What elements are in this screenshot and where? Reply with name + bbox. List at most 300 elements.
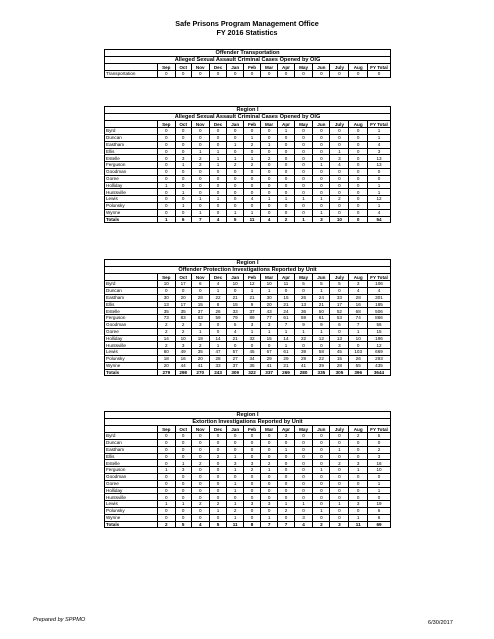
table-cell: 0	[278, 182, 295, 189]
unit-name: Lewis	[105, 501, 158, 508]
table-cell: 0	[349, 71, 368, 78]
table-cell: 0	[209, 494, 227, 501]
month-column-header: Feb	[243, 64, 260, 71]
table-cell: 3	[330, 342, 349, 349]
table-cell: 1	[175, 202, 191, 209]
table-cell: 18	[158, 355, 176, 362]
table-cell: 1	[243, 209, 260, 216]
table-cell: 2	[191, 162, 209, 169]
table-cell: 0	[294, 168, 313, 175]
table-cell: 7	[349, 321, 368, 328]
table-cell: 2	[278, 507, 295, 514]
table-cell: 0	[330, 182, 349, 189]
table-cell: 2	[175, 328, 191, 335]
table-cell: 3	[278, 433, 295, 440]
table-cell: 0	[278, 288, 295, 295]
page-subtitle: FY 2016 Statistics	[216, 28, 278, 37]
table-cell: 1	[349, 514, 368, 521]
month-column-header: Feb	[243, 274, 260, 281]
table-cell: 17	[175, 301, 191, 308]
table-cell: 49	[175, 349, 191, 356]
unit-name: Eastham	[105, 446, 158, 453]
table-cell: 1	[368, 487, 391, 494]
table-cell: 0	[175, 209, 191, 216]
table-cell: 0	[191, 189, 209, 196]
table-cell: 0	[349, 473, 368, 480]
table-cell: 0	[261, 162, 278, 169]
unit-name: Ferguson	[105, 162, 158, 169]
table-cell: 0	[313, 168, 330, 175]
table-cell: 0	[158, 189, 176, 196]
unit-column-header	[105, 64, 158, 71]
table-cell: 0	[175, 433, 191, 440]
unit-name: Byrd	[105, 281, 158, 288]
table-cell: 61	[278, 349, 295, 356]
table-cell: 10	[261, 281, 278, 288]
table-cell: 0	[243, 440, 260, 447]
table-cell: 1	[368, 135, 391, 142]
table-cell: 0	[278, 175, 295, 182]
table-cell: 0	[368, 168, 391, 175]
table-cell: 0	[261, 494, 278, 501]
table-cell: 15	[191, 301, 209, 308]
unit-name: Duncan	[105, 440, 158, 447]
unit-column-header	[105, 426, 158, 433]
table-cell: 0	[191, 473, 209, 480]
table-cell: 83	[175, 315, 191, 322]
table-cell: 34	[243, 355, 260, 362]
table-cell: 37	[191, 308, 209, 315]
table-cell: 0	[313, 440, 330, 447]
table-cell: 0	[261, 148, 278, 155]
table-cell: 33	[330, 294, 349, 301]
table-cell: 0	[313, 155, 330, 162]
table-cell: 2	[191, 342, 209, 349]
month-column-header: Jan	[227, 121, 244, 128]
table-cell: 0	[191, 433, 209, 440]
table-cell: 13	[294, 301, 313, 308]
table-cell: 0	[294, 135, 313, 142]
table-cell: 0	[209, 135, 227, 142]
unit-name: Wynne	[105, 209, 158, 216]
table-cell: 1	[313, 196, 330, 203]
unit-name: Holliday	[105, 335, 158, 342]
table-cell: 7	[191, 216, 209, 223]
table-cell: 8	[209, 301, 227, 308]
table-cell: 0	[278, 189, 295, 196]
table-cell: 21	[278, 362, 295, 369]
table-row	[105, 467, 391, 474]
table-cell: 0	[313, 460, 330, 467]
table-cell: 0	[278, 494, 295, 501]
table-cell: 5	[313, 281, 330, 288]
table-cell: 0	[330, 168, 349, 175]
table-cell: 0	[368, 440, 391, 447]
table-cell: 0	[294, 182, 313, 189]
table-cell: 0	[278, 480, 295, 487]
table-cell: 0	[209, 467, 227, 474]
table-cell: 0	[209, 433, 227, 440]
month-column-header: Apr	[278, 64, 295, 71]
table-cell: 1	[313, 467, 330, 474]
table-cell: 0	[330, 494, 349, 501]
table-cell: 0	[175, 446, 191, 453]
table-cell: 11	[227, 521, 244, 528]
table-cell: 44	[175, 362, 191, 369]
table-cell: 337	[261, 369, 278, 376]
table-cell: 0	[261, 168, 278, 175]
table-cell: 1	[175, 189, 191, 196]
table-cell: 0	[158, 480, 176, 487]
table-cell: 0	[209, 141, 227, 148]
table-cell: 1	[243, 328, 260, 335]
table-cell: 0	[349, 155, 368, 162]
unit-name: Duncan	[105, 288, 158, 295]
table-cell: 0	[243, 128, 260, 135]
table-cell: 1	[368, 182, 391, 189]
table-cell: 63	[191, 315, 209, 322]
table-cell: 0	[294, 162, 313, 169]
table-cell: 0	[191, 135, 209, 142]
table-cell: 21	[227, 294, 244, 301]
table-cell: 0	[294, 209, 313, 216]
table-cell: 10	[175, 335, 191, 342]
table-cell: 59	[209, 315, 227, 322]
table-cell: 0	[294, 480, 313, 487]
table-cell: 3	[330, 155, 349, 162]
table-cell: 35	[158, 308, 176, 315]
table-cell: 0	[227, 288, 244, 295]
table-cell: 36	[294, 308, 313, 315]
unit-name: Huntsville	[105, 494, 158, 501]
table-cell: 1	[313, 162, 330, 169]
table-cell: 11	[278, 281, 295, 288]
table-cell: 0	[191, 128, 209, 135]
table-cell: 0	[330, 71, 349, 78]
table-row	[105, 494, 391, 501]
table-cell: 0	[209, 440, 227, 447]
table-cell: 280	[294, 369, 313, 376]
month-column-header: Aug	[349, 274, 368, 281]
table-cell: 1	[191, 148, 209, 155]
table-cell: 0	[294, 128, 313, 135]
table-cell: 0	[158, 440, 176, 447]
table-cell: 0	[294, 71, 313, 78]
table-cell: 335	[313, 369, 330, 376]
table-cell: 13	[368, 162, 391, 169]
table-cell: 2	[175, 321, 191, 328]
table-cell: 4	[209, 216, 227, 223]
table-cell: 103	[349, 349, 368, 356]
table-cell: 0	[209, 189, 227, 196]
table-cell: 1	[278, 501, 295, 508]
table-cell: 29	[261, 355, 278, 362]
table-cell: 69	[368, 521, 391, 528]
month-column-header: Jun	[313, 426, 330, 433]
table-row	[105, 315, 391, 322]
table-cell: 0	[313, 135, 330, 142]
table-cell: 2	[368, 446, 391, 453]
table-cell: 4	[227, 328, 244, 335]
table-cell: 24	[278, 308, 295, 315]
unit-name: Polunsky	[105, 507, 158, 514]
month-column-header: July	[330, 274, 349, 281]
table-cell: 0	[243, 487, 260, 494]
table-cell: 12	[313, 335, 330, 342]
table-cell: 0	[349, 189, 368, 196]
region1-sexual-assault-table	[104, 106, 391, 223]
month-column-header: Nov	[191, 64, 209, 71]
table-cell: 9	[294, 321, 313, 328]
table-cell: 0	[209, 328, 227, 335]
table-cell: 0	[313, 71, 330, 78]
transportation-sexual-assault-table	[104, 49, 391, 78]
table-cell: 37	[227, 362, 244, 369]
table-cell: 15	[330, 355, 349, 362]
table-cell: 2	[191, 501, 209, 508]
table-cell: 22	[209, 294, 227, 301]
table-cell: 58	[313, 349, 330, 356]
prepared-by-note: Prepared by SPPMO	[33, 617, 86, 623]
table-cell: 3	[261, 501, 278, 508]
table-cell: 0	[243, 494, 260, 501]
table-cell: 0	[261, 433, 278, 440]
table-cell: 1	[227, 487, 244, 494]
table-cell: 3	[175, 342, 191, 349]
table-cell: 8	[243, 521, 260, 528]
table-cell: 3	[175, 467, 191, 474]
table-cell: 0	[158, 507, 176, 514]
month-column-header: Sep	[158, 121, 176, 128]
table-cell: 21	[278, 301, 295, 308]
table-cell: 19	[191, 335, 209, 342]
table-cell: 0	[209, 480, 227, 487]
table-region-heading: Region I	[105, 412, 391, 419]
table-cell: 1	[313, 328, 330, 335]
table-cell: 0	[313, 480, 330, 487]
table-cell: 0	[243, 71, 260, 78]
table-cell: 305	[330, 369, 349, 376]
table-row	[105, 162, 391, 169]
table-cell: 2	[209, 501, 227, 508]
table-row	[105, 328, 391, 335]
table-cell: 0	[349, 175, 368, 182]
table-cell: 0	[313, 487, 330, 494]
table-cell: 396	[349, 369, 368, 376]
table-cell: 1	[294, 196, 313, 203]
table-row	[105, 189, 391, 196]
month-column-header: May	[294, 64, 313, 71]
table-cell: 28	[209, 355, 227, 362]
month-column-header: Nov	[191, 274, 209, 281]
table-cell: 0	[191, 288, 209, 295]
table-cell: 0	[294, 440, 313, 447]
table-cell: 0	[278, 460, 295, 467]
table-cell: 50	[313, 308, 330, 315]
table-cell: 6	[191, 281, 209, 288]
month-column-header: July	[330, 426, 349, 433]
month-column-header: Aug	[349, 64, 368, 71]
table-row	[105, 288, 391, 295]
table-cell: 0	[313, 128, 330, 135]
table-cell: 0	[209, 460, 227, 467]
table-cell: 0	[368, 71, 391, 78]
table-cell: 3	[227, 460, 244, 467]
table-row	[105, 473, 391, 480]
month-column-header: Jan	[227, 274, 244, 281]
table-cell: 0	[330, 453, 349, 460]
unit-name: Holliday	[105, 182, 158, 189]
table-cell: 0	[191, 141, 209, 148]
table-cell: 3	[313, 216, 330, 223]
table-cell: 21	[227, 335, 244, 342]
table-cell: 0	[313, 473, 330, 480]
month-column-header: Jan	[227, 64, 244, 71]
table-cell: 0	[227, 440, 244, 447]
table-cell: 10	[158, 281, 176, 288]
table-cell: 7	[278, 321, 295, 328]
table-cell: 3644	[368, 369, 391, 376]
table-cell: 0	[294, 141, 313, 148]
table-cell: 0	[175, 507, 191, 514]
table-cell: 309	[227, 369, 244, 376]
table-cell: 0	[175, 288, 191, 295]
table-cell: 1	[191, 328, 209, 335]
table-cell: 0	[294, 288, 313, 295]
table-region-heading: Region I	[105, 107, 391, 114]
month-column-header: FY Total	[368, 426, 391, 433]
table-cell: 0	[261, 128, 278, 135]
table-cell: 24	[313, 294, 330, 301]
month-column-header: Jan	[227, 426, 244, 433]
table-cell: 0	[243, 473, 260, 480]
unit-name: Huntsville	[105, 342, 158, 349]
table-cell: 0	[175, 487, 191, 494]
table-cell: 0	[227, 494, 244, 501]
unit-name: Ferguson	[105, 315, 158, 322]
table-cell: 1	[227, 480, 244, 487]
table-cell: 43	[261, 308, 278, 315]
unit-name: Goodman	[105, 168, 158, 175]
table-cell: 0	[175, 473, 191, 480]
table-cell: 74	[349, 315, 368, 322]
table-cell: 0	[175, 71, 191, 78]
table-cell: 1	[243, 155, 260, 162]
table-cell: 16	[349, 301, 368, 308]
table-cell: 41	[294, 362, 313, 369]
table-cell: 0	[261, 487, 278, 494]
table-cell: 1	[209, 155, 227, 162]
table-cell: 2	[209, 453, 227, 460]
table-cell: 2	[243, 162, 260, 169]
table-cell: 13	[158, 301, 176, 308]
table-cell: 16	[368, 460, 391, 467]
table-cell: 0	[175, 135, 191, 142]
table-cell: 0	[330, 128, 349, 135]
table-row	[105, 446, 391, 453]
month-column-header: Apr	[278, 274, 295, 281]
table-cell: 0	[330, 487, 349, 494]
unit-name: Ferguson	[105, 467, 158, 474]
table-cell: 0	[158, 168, 176, 175]
month-column-header: Mar	[261, 274, 278, 281]
table-cell: 0	[349, 128, 368, 135]
table-cell: 669	[368, 349, 391, 356]
table-cell: 6	[330, 321, 349, 328]
table-cell: 2	[158, 328, 176, 335]
region1-offender-protection-table	[104, 259, 391, 376]
table-cell: 0	[227, 202, 244, 209]
table-cell: 0	[243, 202, 260, 209]
table-cell: 0	[191, 514, 209, 521]
unit-column-header	[105, 274, 158, 281]
table-cell: 33	[227, 308, 244, 315]
table-cell: 10	[368, 467, 391, 474]
table-cell: 1	[209, 342, 227, 349]
table-cell: 4	[349, 288, 368, 295]
table-cell: 3	[261, 321, 278, 328]
table-cell: 0	[294, 487, 313, 494]
table-cell: 0	[243, 446, 260, 453]
table-cell: 2	[227, 162, 244, 169]
table-cell: 57	[227, 349, 244, 356]
table-cell: 0	[227, 433, 244, 440]
month-column-header: May	[294, 426, 313, 433]
table-cell: 0	[330, 514, 349, 521]
table-cell: 2	[243, 141, 260, 148]
table-cell: 3	[368, 453, 391, 460]
table-cell: 0	[278, 202, 295, 209]
table-cell: 0	[261, 342, 278, 349]
table-cell: 73	[158, 315, 176, 322]
table-row	[105, 433, 391, 440]
table-cell: 0	[243, 453, 260, 460]
table-cell: 0	[278, 155, 295, 162]
table-cell: 1	[349, 467, 368, 474]
table-cell: 866	[368, 315, 391, 322]
table-cell: 1	[368, 480, 391, 487]
unit-name: Duncan	[105, 135, 158, 142]
table-cell: 47	[209, 349, 227, 356]
table-cell: 0	[227, 196, 244, 203]
month-column-header: Aug	[349, 121, 368, 128]
unit-name: Goree	[105, 175, 158, 182]
table-cell: 0	[330, 288, 349, 295]
table-cell: 0	[278, 209, 295, 216]
unit-name: Huntsville	[105, 189, 158, 196]
table-cell: 0	[158, 162, 176, 169]
table-cell: 0	[175, 128, 191, 135]
table-cell: 1	[227, 501, 244, 508]
table-cell: 6	[368, 507, 391, 514]
table-cell: 4	[261, 216, 278, 223]
table-cell: 0	[158, 494, 176, 501]
table-cell: 0	[330, 202, 349, 209]
table-cell: 0	[227, 71, 244, 78]
table-cell: 0	[313, 453, 330, 460]
table-cell: 29	[278, 355, 295, 362]
table-row	[105, 128, 391, 135]
table-cell: 4	[191, 521, 209, 528]
table-cell: 0	[158, 433, 176, 440]
table-cell: 6	[175, 216, 191, 223]
table-cell: 0	[261, 175, 278, 182]
table-cell: 0	[278, 148, 295, 155]
table-cell: 0	[175, 182, 191, 189]
table-cell: 0	[294, 460, 313, 467]
table-cell: 0	[278, 514, 295, 521]
table-cell: 1	[313, 507, 330, 514]
